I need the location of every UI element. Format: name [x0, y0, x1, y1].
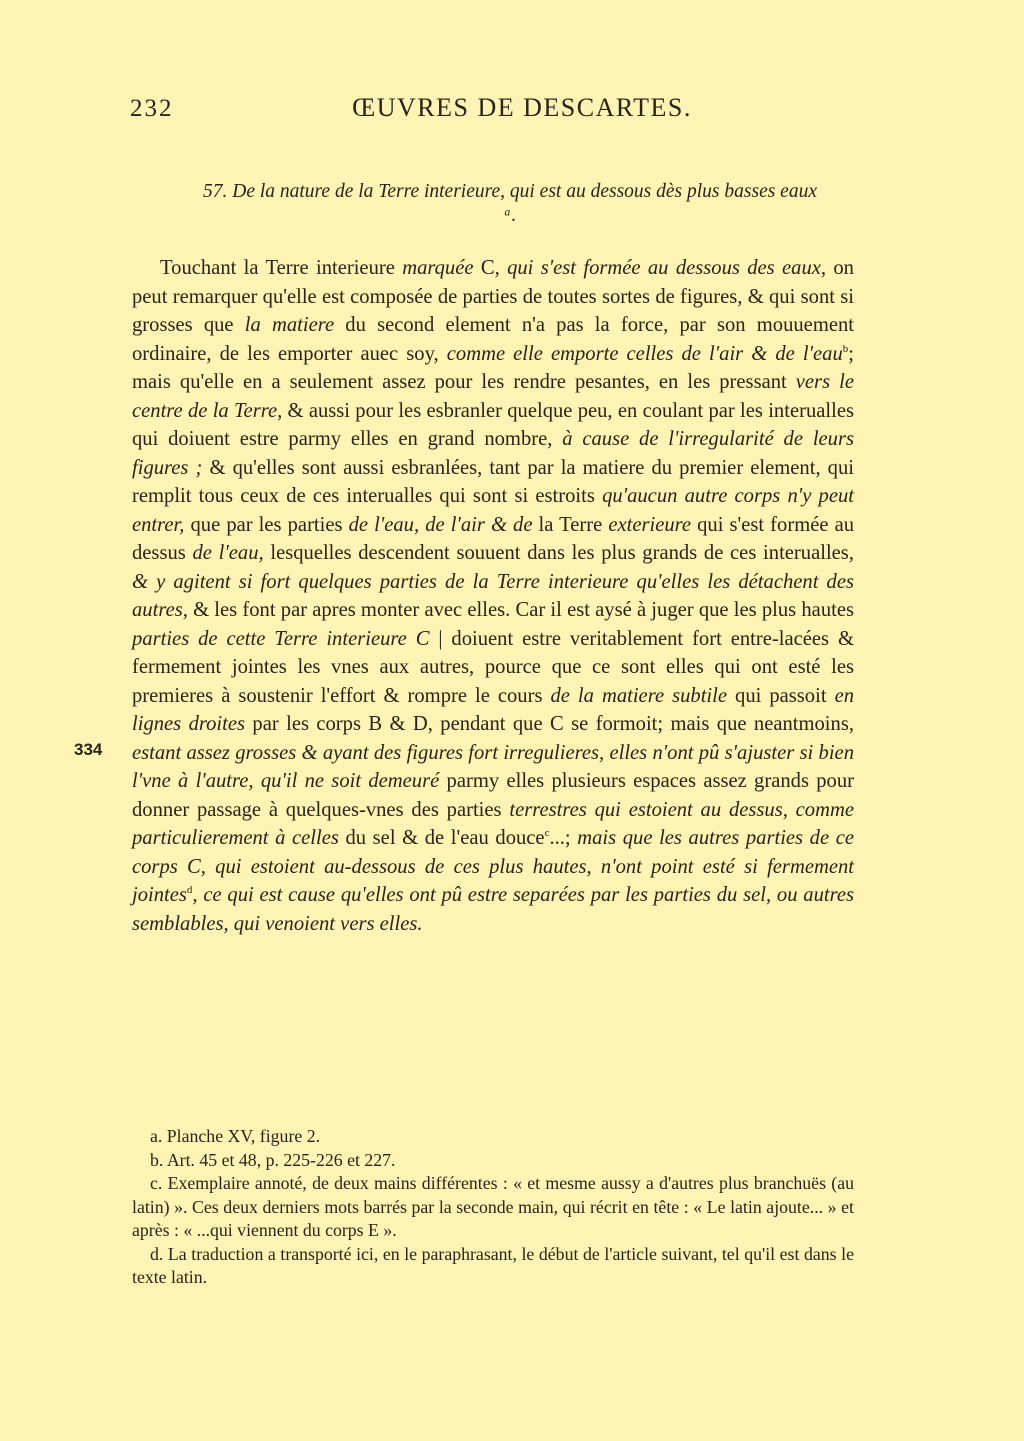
text-run: que par les parties [184, 513, 349, 536]
text-run: qui s'est formée au dessus [132, 513, 855, 564]
footnote-text: Exemplaire annoté, de deux mains différentes : « et mesme aussy a d'autres plus branchuës (au latin) ». Ces deux derniers mots barrés par la seconde main, qui récrit en tête : « Le latin ajoute... » et après : « ...qui viennent du corps E ». [132, 1173, 854, 1240]
italic-run: de l'eau, [192, 542, 264, 564]
italic-run: en lignes droites [132, 684, 854, 735]
footnotes [132, 1125, 854, 1290]
italic-run: parties de cette Terre interieure C [132, 627, 430, 650]
text-run: & les font par apres monter avec elles. Car il est aysé à juger que les plus hautes [187, 599, 854, 621]
footnote-text: La traduction a transporté ici, en le paraphrasant, le début de l'article suivant, tel qu'il est dans le texte latin. [132, 1243, 854, 1287]
italic-run: vers le centre de la Terre, [132, 371, 854, 422]
italic-run: à cause de l'irregularité de leurs figures ; [132, 428, 855, 479]
footnote-label: b. [150, 1149, 164, 1170]
footnote-text: Planche XV, figure 2. [166, 1126, 321, 1146]
text-run: qui passoit [727, 684, 835, 707]
footnote [132, 1125, 854, 1149]
footnote-ref: c [544, 827, 550, 840]
italic-run: mais que les autres parties de ce corps C, qui estoient au-dessous de ces plus hautes, n'ont point esté si fermement jointes [132, 827, 854, 906]
text-run: du second element n'a pas la force, par son mouuement ordinaire, de les emporter auec soy, [132, 314, 854, 365]
italic-run: , ce qui est cause qu'elles ont pû estre separées par les parties du sel, ou autres semblables, qui venoient vers elles. [132, 884, 854, 935]
italic-run: terrestres qui estoient au dessus, comme particulierement à celles [132, 798, 854, 849]
footnote-ref: d [186, 884, 193, 897]
footnote [132, 1172, 854, 1243]
footnote [132, 1149, 854, 1173]
text-run: parmy elles plusieurs espaces assez grands pour donner passage à quelques-vnes des parties [132, 770, 854, 821]
text-run: | doiuent estre veritablement fort entre-lacées & fermement jointes les vnes aux autres, pource que ce sont elles qui ont esté les premieres à soustenir l'effort & rompre le cours [132, 627, 854, 707]
text-run: ; mais qu'elle en a seulement assez pour les rendre pesantes, en les pressant [132, 342, 854, 393]
italic-run: & y agitent si fort quelques parties de la Terre interieure qu'elles les détachent des autres, [132, 570, 854, 621]
italic-run: marquée [402, 257, 474, 279]
italic-run: qu'aucun autre corps n'y peut entrer, [132, 485, 854, 536]
text-run: & aussi pour les esbranler quelque peu, en coulant par les interualles qui doiuent estre parmy elles en grand nombre, [132, 399, 854, 450]
text-run: la Terre [532, 513, 609, 536]
italic-run: comme elle emporte celles de l'air & de l'eau [446, 342, 843, 365]
body-paragraph [132, 254, 854, 938]
margin-number: 334 [74, 740, 103, 759]
italic-run: de l'eau, de l'air & de [348, 513, 533, 536]
italic-run: exterieure [608, 513, 692, 536]
footnote [132, 1243, 854, 1290]
text-run: par les corps B & D, pendant que C se formoit; mais que neantmoins, [245, 713, 854, 735]
italic-run: estant assez grosses & ayant des figures fort irregulieres, elles n'ont pû s'ajuster si bien l'vne à l'autre, qu'il ne soit demeuré [132, 741, 854, 792]
text-run: lesquelles descendent souuent dans les plus grands de ces interualles, [263, 542, 854, 564]
text-run: ...; [549, 827, 578, 849]
text-run: du sel & de l'eau douce [338, 827, 545, 849]
footnote-label: a. [150, 1126, 163, 1146]
text-run: on peut remarquer qu'elle est composée de parties de toutes sortes de figures, & qui sont si grosses que [132, 257, 854, 336]
footnote-text: Art. 45 et 48, p. 225-226 et 227. [166, 1149, 396, 1170]
text-run: & qu'elles sont aussi esbranlées, tant par la matiere du premier element, qui remplit tous ceux de ces interualles qui sont si estroits [132, 456, 854, 507]
footnote-ref: b [842, 342, 849, 355]
article-title: 57. De la nature de la Terre interieure, qui est au dessous dès plus basses eaux ᵃ. [202, 181, 817, 226]
footnote-label: d. [150, 1243, 164, 1264]
footnote-label: c. [150, 1173, 163, 1193]
italic-run: la matiere [244, 314, 335, 336]
running-head: ŒUVRES DE DESCARTES. [352, 93, 692, 122]
italic-run: qui s'est formée au dessous des eaux, [507, 257, 827, 279]
italic-run: de la matiere subtile [550, 684, 728, 707]
body-text [132, 254, 854, 938]
page-number: 232 [130, 95, 174, 122]
text-run: Touchant la Terre interieure [160, 257, 403, 279]
text-run: C, [473, 257, 508, 279]
